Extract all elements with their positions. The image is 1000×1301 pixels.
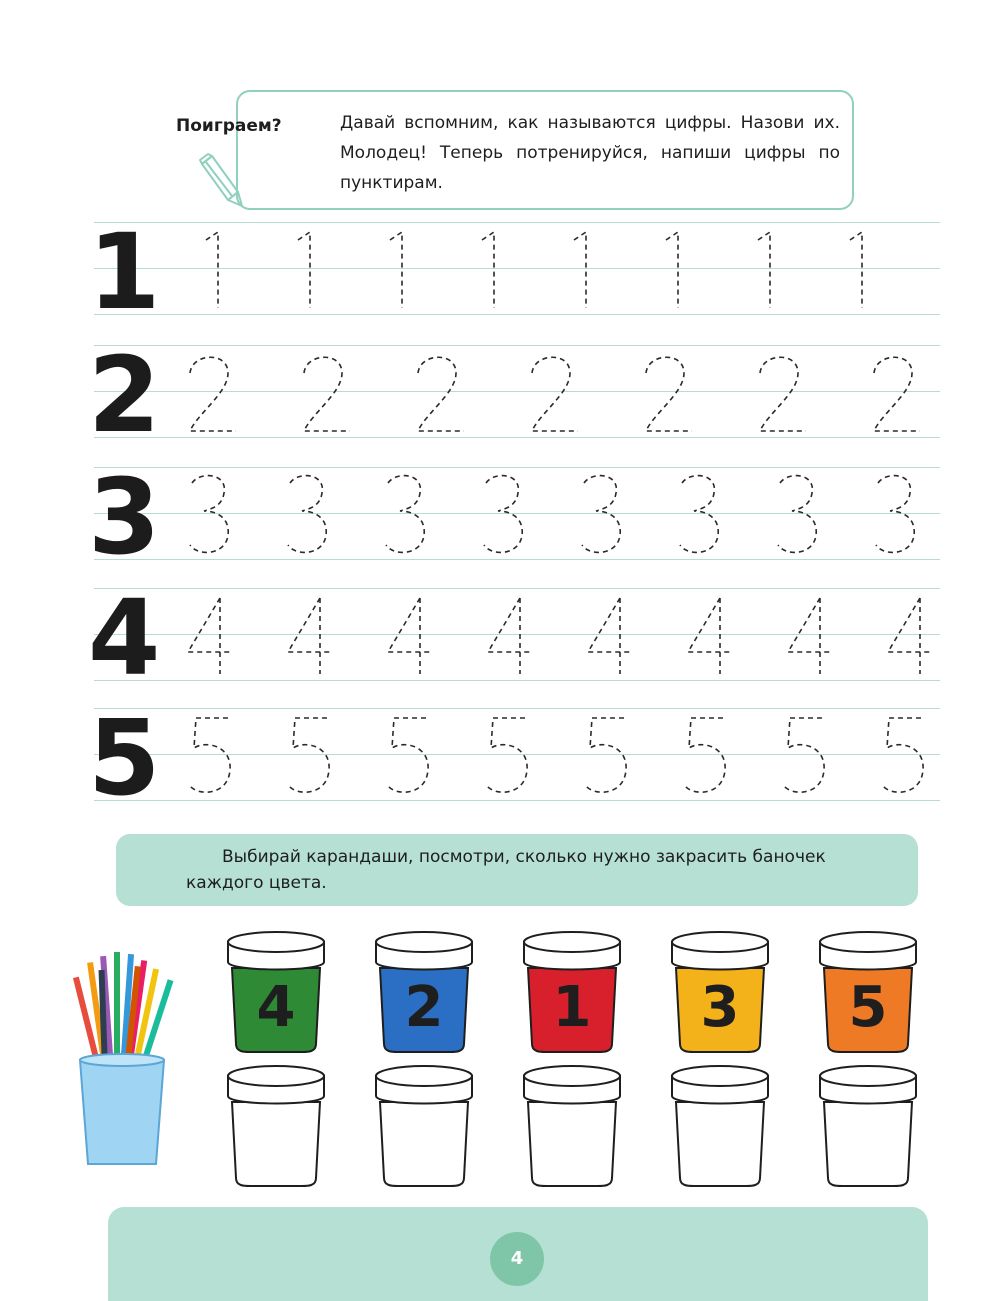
dotted-digit-2[interactable] [304,357,350,431]
sample-digit-2: 2 [88,334,161,456]
dotted-digit-4[interactable] [388,598,432,674]
empty-jar[interactable] [518,1062,626,1188]
dotted-digit-5[interactable] [388,718,428,792]
instruction-band [116,834,918,906]
dotted-digit-4[interactable] [488,598,532,674]
page-number: 4 [510,1248,524,1269]
dotted-digit-2[interactable] [646,357,692,431]
dotted-digit-4[interactable] [188,598,232,674]
paint-jar [814,928,922,1054]
tracing-row-5 [0,697,1000,819]
paint-jar [222,928,330,1054]
dotted-digit-3[interactable] [680,476,718,553]
instruction-text: Выбирай карандаши, посмотри, сколько нужно закрасить баночек каждого цвета. [186,847,826,893]
sample-digit-3: 3 [88,456,161,578]
sample-digit-4: 4 [88,577,161,699]
dotted-digit-5[interactable] [883,718,923,792]
dotted-digit-1[interactable] [758,232,770,308]
dotted-trace-digits[interactable] [170,222,940,314]
pencil-icon [190,150,250,214]
intro-text: Давай вспомним, как называются цифры. Назови их. Молодец! Теперь потренируйся, напиши цифры по пунктирам. [340,113,840,193]
dotted-digit-5[interactable] [685,718,725,792]
tracing-row-2 [0,334,1000,456]
paint-jar [370,928,478,1054]
dotted-digit-1[interactable] [666,232,678,308]
dotted-digit-4[interactable] [288,598,332,674]
paint-jar [518,928,626,1054]
tracing-row-3 [0,456,1000,578]
dotted-digit-1[interactable] [390,232,402,308]
dotted-trace-digits[interactable] [170,345,940,437]
dotted-digit-5[interactable] [586,718,626,792]
dotted-digit-5[interactable] [289,718,329,792]
ruling-line [94,559,940,560]
tracing-row-1 [0,211,1000,333]
dotted-digit-1[interactable] [850,232,862,308]
sample-digit-1: 1 [88,211,161,333]
ruling-line [94,680,940,681]
dotted-digit-4[interactable] [588,598,632,674]
dotted-digit-4[interactable] [788,598,832,674]
empty-jar[interactable] [222,1062,330,1188]
dotted-digit-1[interactable] [574,232,586,308]
dotted-digit-3[interactable] [484,476,522,553]
dotted-digit-4[interactable] [688,598,732,674]
jar-number: 2 [404,975,444,1040]
intro-heading: Поиграем? [176,116,282,136]
jar-number: 5 [848,975,888,1040]
dotted-trace-digits[interactable] [170,708,940,800]
dotted-digit-1[interactable] [482,232,494,308]
dotted-digit-2[interactable] [532,357,578,431]
jar-number: 3 [700,975,740,1040]
empty-jar[interactable] [666,1062,774,1188]
dotted-digit-3[interactable] [876,476,914,553]
dotted-digit-3[interactable] [386,476,424,553]
ruling-line [94,314,940,315]
dotted-digit-3[interactable] [190,476,228,553]
dotted-digit-5[interactable] [784,718,824,792]
dotted-trace-digits[interactable] [170,467,940,559]
dotted-digit-2[interactable] [418,357,464,431]
ruling-line [94,437,940,438]
dotted-digit-2[interactable] [760,357,806,431]
dotted-digit-5[interactable] [487,718,527,792]
tracing-row-4 [0,577,1000,699]
dotted-digit-2[interactable] [874,357,920,431]
dotted-digit-4[interactable] [888,598,932,674]
dotted-digit-3[interactable] [582,476,620,553]
jar-number: 1 [552,975,592,1040]
ruling-line [94,800,940,801]
pencil-cup-image [66,942,178,1168]
dotted-digit-3[interactable] [288,476,326,553]
jar-number: 4 [256,975,296,1040]
dotted-digit-5[interactable] [190,718,230,792]
dotted-digit-2[interactable] [190,357,236,431]
dotted-digit-1[interactable] [298,232,310,308]
dotted-digit-3[interactable] [778,476,816,553]
empty-jar[interactable] [370,1062,478,1188]
dotted-trace-digits[interactable] [170,588,940,680]
paint-jar [666,928,774,1054]
empty-jar[interactable] [814,1062,922,1188]
sample-digit-5: 5 [88,697,161,819]
dotted-digit-1[interactable] [206,232,218,308]
